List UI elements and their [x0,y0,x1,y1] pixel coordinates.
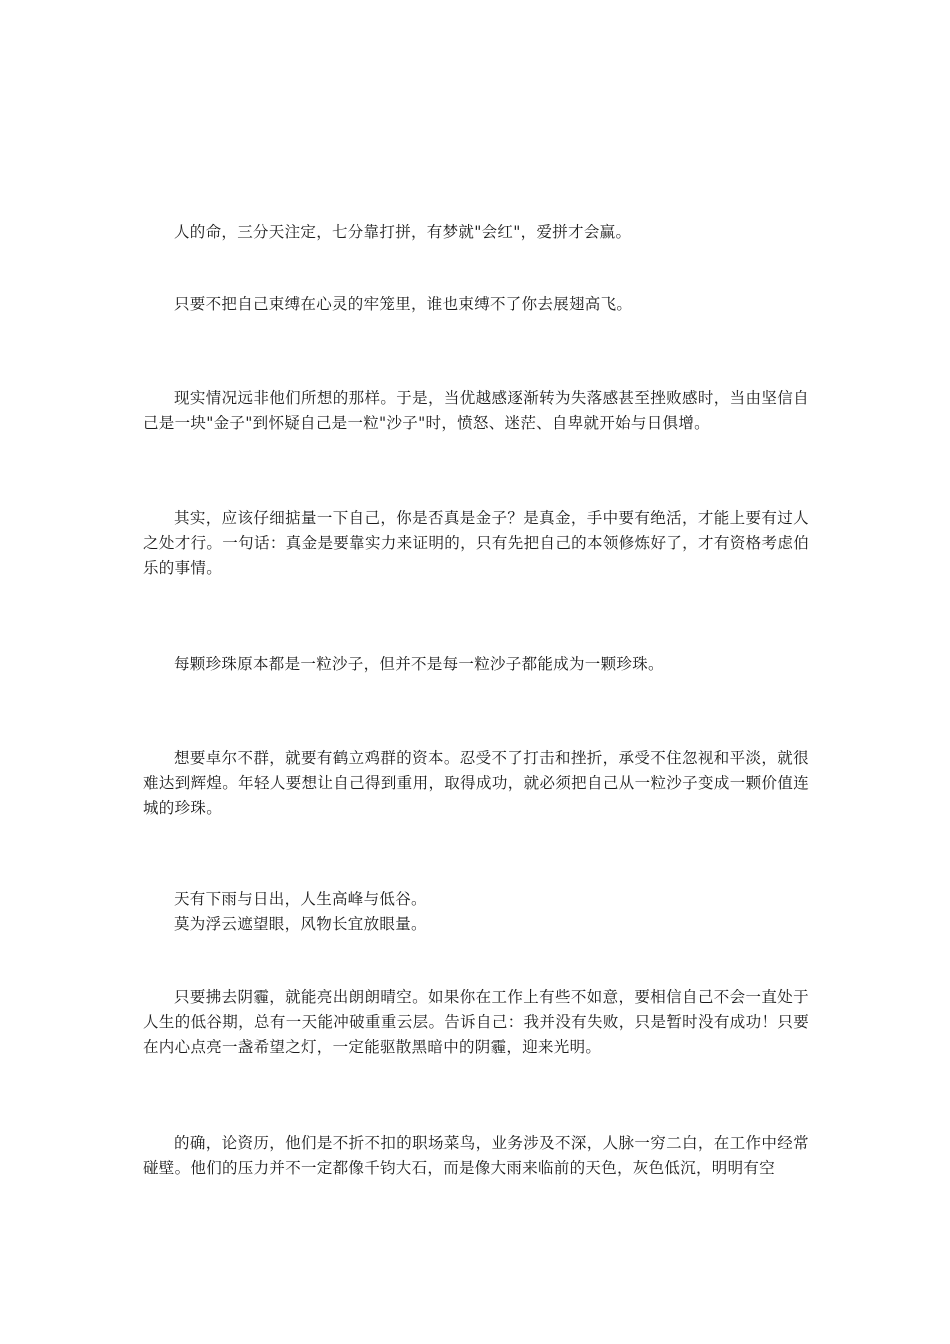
poem-line-1: 天有下雨与日出，人生高峰与低谷。 [174,890,427,908]
paragraph-6: 想要卓尔不群，就要有鹤立鸡群的资本。忍受不了打击和挫折，承受不住忽视和平淡，就很难达到辉煌。年轻人要想让自己得到重用，取得成功，就必须把自己从一粒沙子变成一颗价值连城的珍珠。 [143,749,809,817]
paragraph-3: 现实情况远非他们所想的那样。于是，当优越感逐渐转为失落感甚至挫败感时，当由坚信自己是一块"金子"到怀疑自己是一粒"沙子"时，愤怒、迷茫、自卑就开始与日俱增。 [143,389,809,432]
paragraph-2: 只要不把自己束缚在心灵的牢笼里，谁也束缚不了你去展翅高飞。 [174,295,633,313]
paragraph-7-poem [143,887,809,937]
paragraph-9: 的确，论资历，他们是不折不扣的职场菜鸟，业务涉及不深，人脉一穷二白，在工作中经常碰壁。他们的压力并不一定都像千钧大石，而是像大雨来临前的天色，灰色低沉，明明有空 [143,1134,809,1177]
paragraph-4: 其实，应该仔细掂量一下自己，你是否真是金子？是真金，手中要有绝活，才能上要有过人之处才行。一句话：真金是要靠实力来证明的，只有先把自己的本领修炼好了，才有资格考虑伯乐的事情。 [143,509,809,577]
paragraph-1: 人的命，三分天注定，七分靠打拼，有梦就"会红"，爱拼才会赢。 [174,223,632,241]
paragraph-5: 每颗珍珠原本都是一粒沙子，但并不是每一粒沙子都能成为一颗珍珠。 [174,655,664,673]
paragraph-8: 只要拂去阴霾，就能亮出朗朗晴空。如果你在工作上有些不如意，要相信自己不会一直处于人生的低谷期，总有一天能冲破重重云层。告诉自己：我并没有失败，只是暂时没有成功！只要在内心点亮一盏希望之灯，一定能驱散黑暗中的阴霾，迎来光明。 [143,988,809,1056]
poem-line-2: 莫为浮云遮望眼，风物长宜放眼量。 [174,915,427,933]
